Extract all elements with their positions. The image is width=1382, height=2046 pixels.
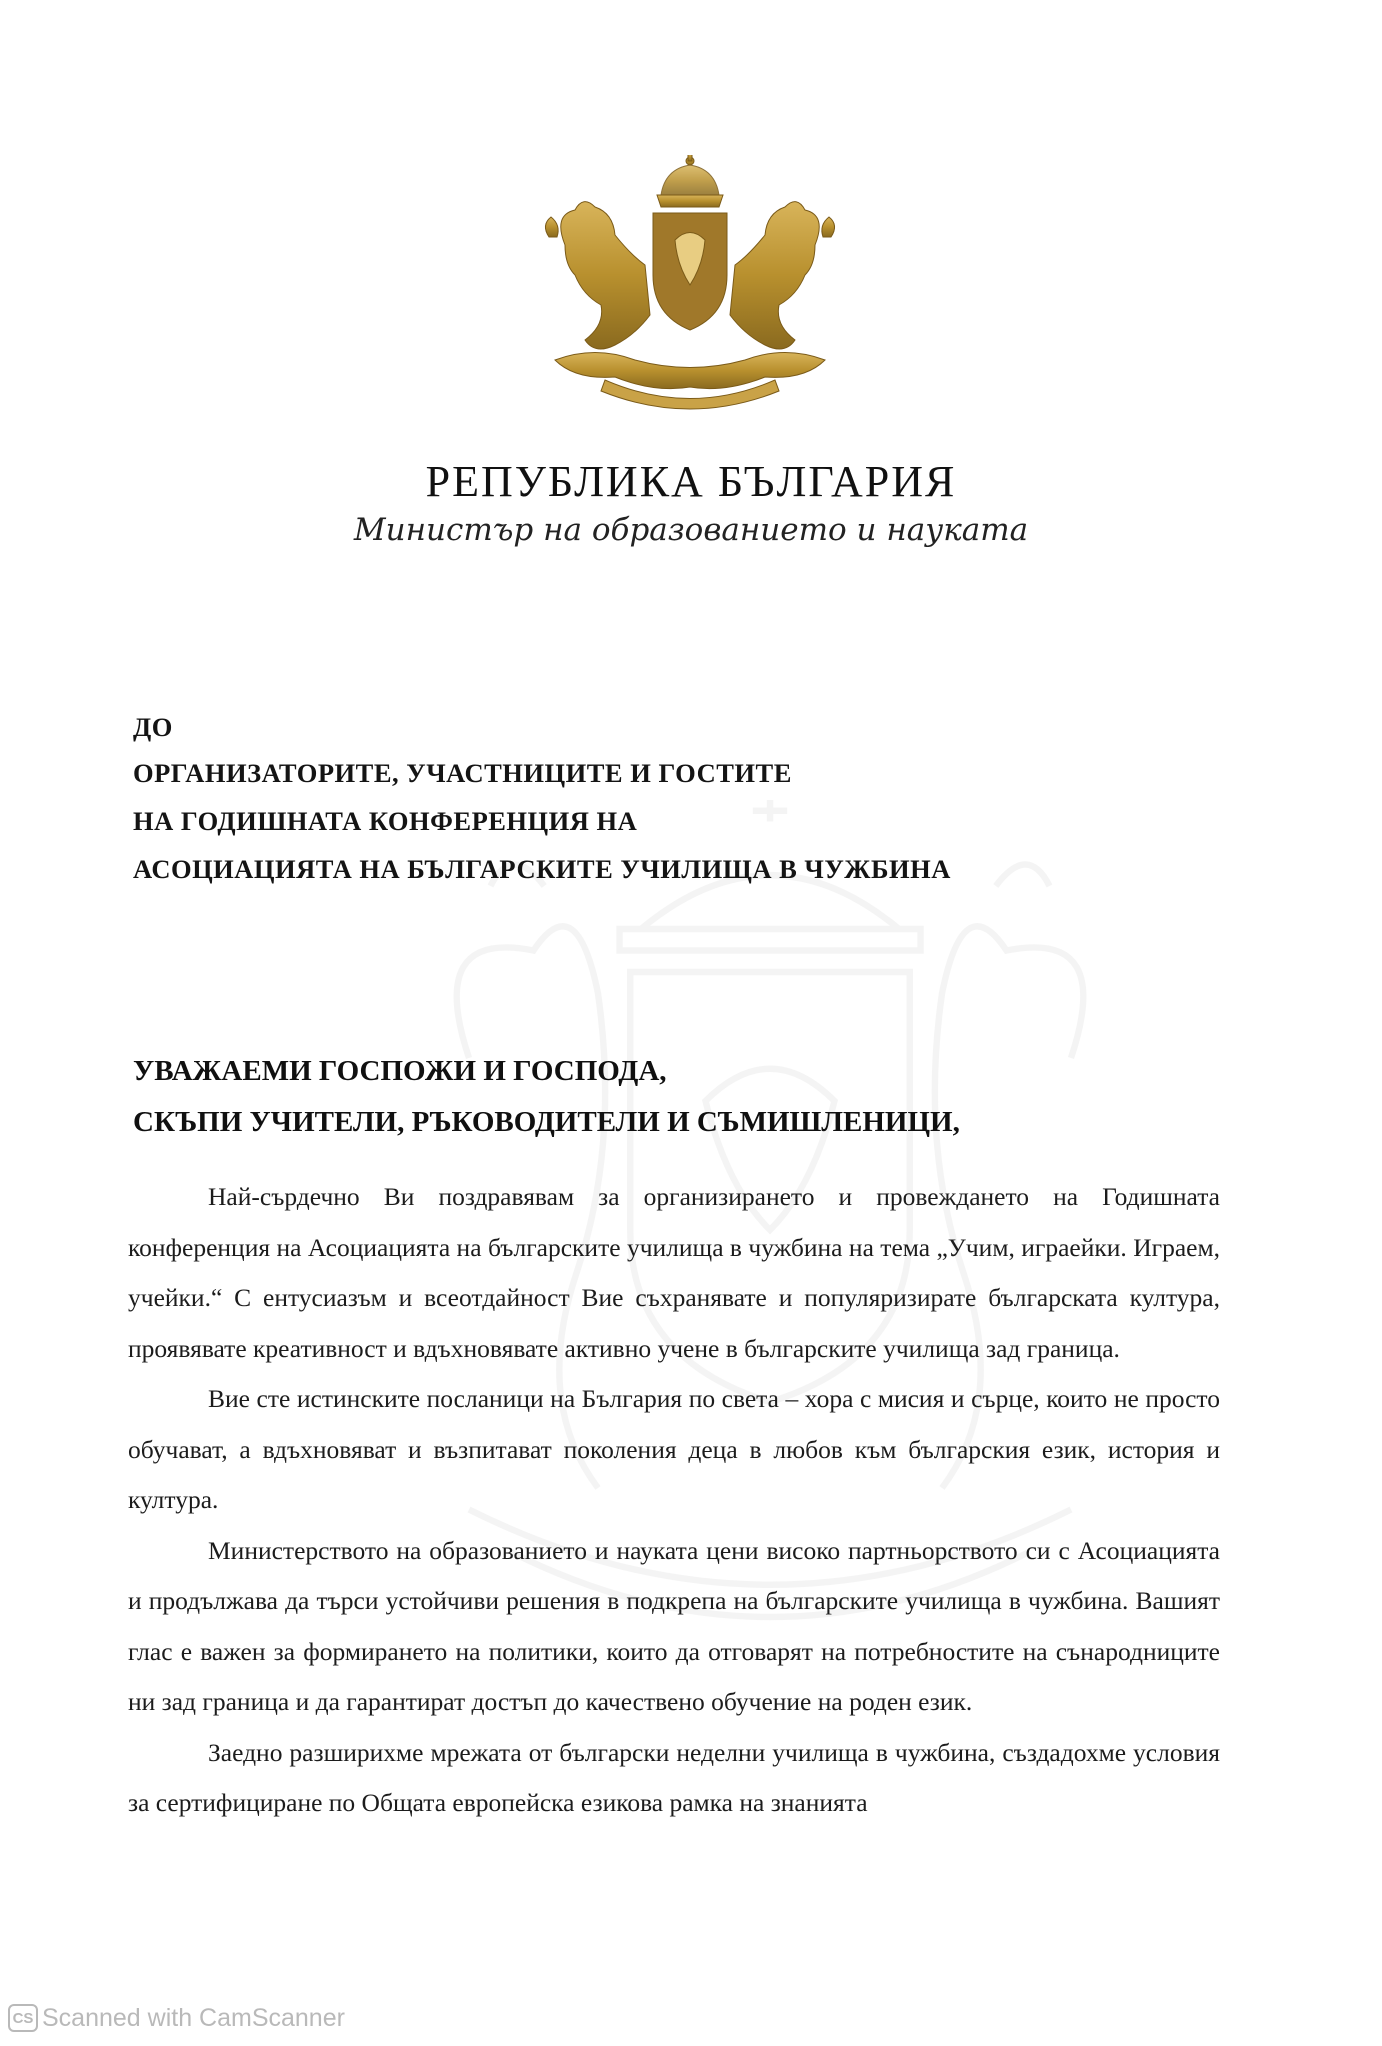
coat-of-arms-icon [535, 155, 845, 410]
ministry-subtitle: Министър на образованието и науката [353, 512, 1029, 548]
scanner-watermark [8, 2003, 345, 2033]
addressee-line: НА ГОДИШНАТА КОНФЕРЕНЦИЯ НА [133, 806, 638, 836]
body-paragraph: Министерството на образованието и науката цени високо партньорството си с Асоциацията и продължава да търси устойчиви решения в подкрепа на българските училища в чужбина. Вашият глас е важен за формирането на политики, които да отговарят на потребностите на сънародниците ни зад граница и да гарантират достъп до качествено обучение на роден език. [128, 1535, 1220, 1716]
letter-body [128, 1172, 1220, 1829]
addressee-line: АСОЦИАЦИЯТА НА БЪЛГАРСКИТЕ УЧИЛИЩА В ЧУЖБИНА [133, 854, 951, 884]
body-paragraph: Вие сте истинските посланици на България по света – хора с мисия и сърце, които не просто обучават, а вдъхновяват и възпитават поколения деца в любов към българския език, история и култура. [128, 1384, 1220, 1514]
scanner-label: Scanned with CamScanner [42, 2003, 345, 2032]
addressee-line: ДО [133, 712, 173, 742]
country-title: РЕПУБЛИКА БЪЛГАРИЯ [425, 457, 957, 506]
camscanner-logo-icon: CS [8, 2004, 38, 2032]
salutation-line-2: СКЪПИ УЧИТЕЛИ, РЪКОВОДИТЕЛИ И СЪМИШЛЕНИЦИ, [133, 1106, 960, 1138]
addressee-line: ОРГАНИЗАТОРИТЕ, УЧАСТНИЦИТЕ И ГОСТИТЕ [133, 758, 792, 788]
body-paragraph: Заедно разширихме мрежата от български неделни училища в чужбина, създадохме условия за сертифициране по Общата европейска езикова рамка на знанията [128, 1737, 1220, 1817]
body-paragraph: Най-сърдечно Ви поздравявам за организирането и провеждането на Годишната конференция на Асоциацията на българските училища в чужбина на тема „Учим, играейки. Играем, учейки.“ С ентусиазъм и всеотдайност Вие съхранявате и популяризирате българската култура, проявявате креативност и вдъхновявате активно учене в българските училища зад граница. [128, 1182, 1220, 1363]
salutation-line-1: УВАЖАЕМИ ГОСПОЖИ И ГОСПОДА, [133, 1055, 667, 1087]
